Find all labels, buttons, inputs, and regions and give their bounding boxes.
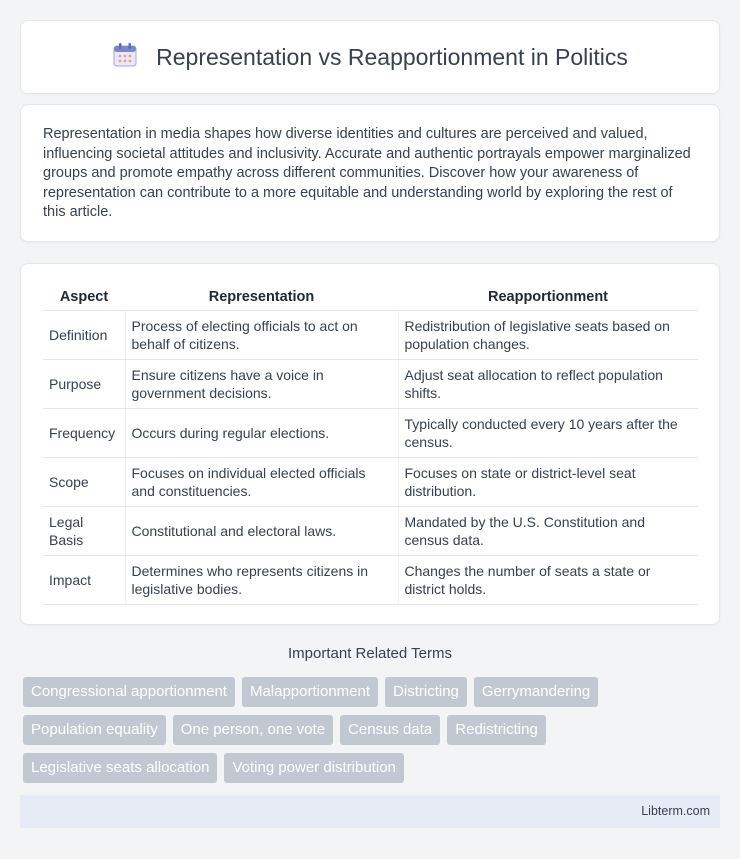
column-header: Representation <box>125 284 398 310</box>
related-term-tag[interactable]: Population equality <box>23 715 166 745</box>
page-title: Representation vs Reapportionment in Politics <box>156 43 628 70</box>
table-cell: Redistribution of legislative seats based on population changes. <box>398 310 698 359</box>
related-term-tag[interactable]: Districting <box>385 677 467 707</box>
related-term-tag[interactable]: Congressional apportionment <box>23 677 235 707</box>
table-cell: Ensure citizens have a voice in government decisions. <box>125 359 398 408</box>
table-cell: Adjust seat allocation to reflect population shifts. <box>398 359 698 408</box>
related-term-tag[interactable]: Voting power distribution <box>224 753 403 783</box>
table-cell: Focuses on state or district-level seat distribution. <box>398 457 698 506</box>
table-cell: Process of electing officials to act on behalf of citizens. <box>125 310 398 359</box>
table-cell: Mandated by the U.S. Constitution and census data. <box>398 506 698 555</box>
footer <box>20 795 720 828</box>
intro-card <box>20 104 720 242</box>
table-cell: Legal Basis <box>43 506 125 555</box>
footer-site-link[interactable]: Libterm.com <box>641 804 710 818</box>
table-row <box>43 359 698 408</box>
related-term-tag[interactable]: One person, one vote <box>173 715 333 745</box>
table-row <box>43 457 698 506</box>
table-cell: Typically conducted every 10 years after the census. <box>398 408 698 457</box>
table-cell: Constitutional and electoral laws. <box>125 506 398 555</box>
related-term-tag[interactable]: Gerrymandering <box>474 677 598 707</box>
table-cell: Impact <box>43 555 125 604</box>
table-row <box>43 555 698 604</box>
table-row <box>43 408 698 457</box>
calendar-icon <box>112 42 138 73</box>
table-cell: Changes the number of seats a state or district holds. <box>398 555 698 604</box>
column-header: Reapportionment <box>398 284 698 310</box>
related-terms-title: Important Related Terms <box>288 645 452 662</box>
table-cell: Purpose <box>43 359 125 408</box>
comparison-card <box>20 263 720 625</box>
related-term-tag[interactable]: Malapportionment <box>242 677 378 707</box>
comparison-table <box>43 284 698 605</box>
table-row <box>43 310 698 359</box>
related-term-tag[interactable]: Legislative seats allocation <box>23 753 217 783</box>
table-cell: Occurs during regular elections. <box>125 408 398 457</box>
table-cell: Frequency <box>43 408 125 457</box>
table-header-row <box>43 284 698 310</box>
column-header: Aspect <box>43 284 125 310</box>
table-cell: Determines who represents citizens in legislative bodies. <box>125 555 398 604</box>
table-cell: Focuses on individual elected officials and constituencies. <box>125 457 398 506</box>
table-cell: Scope <box>43 457 125 506</box>
table-row <box>43 506 698 555</box>
table-cell: Definition <box>43 310 125 359</box>
related-terms-list <box>23 677 723 783</box>
related-term-tag[interactable]: Census data <box>340 715 440 745</box>
intro-text: Representation in media shapes how diverse identities and cultures are perceived and valued, influencing societal attitudes and inclusivity. Accurate and authentic portrayals empower marginalized groups and promote empathy across different communities. Discover how your awareness of representation can contribute to a more equitable and understanding world by exploring the rest of this article. <box>43 126 691 220</box>
related-term-tag[interactable]: Redistricting <box>447 715 546 745</box>
header-card <box>20 20 720 94</box>
